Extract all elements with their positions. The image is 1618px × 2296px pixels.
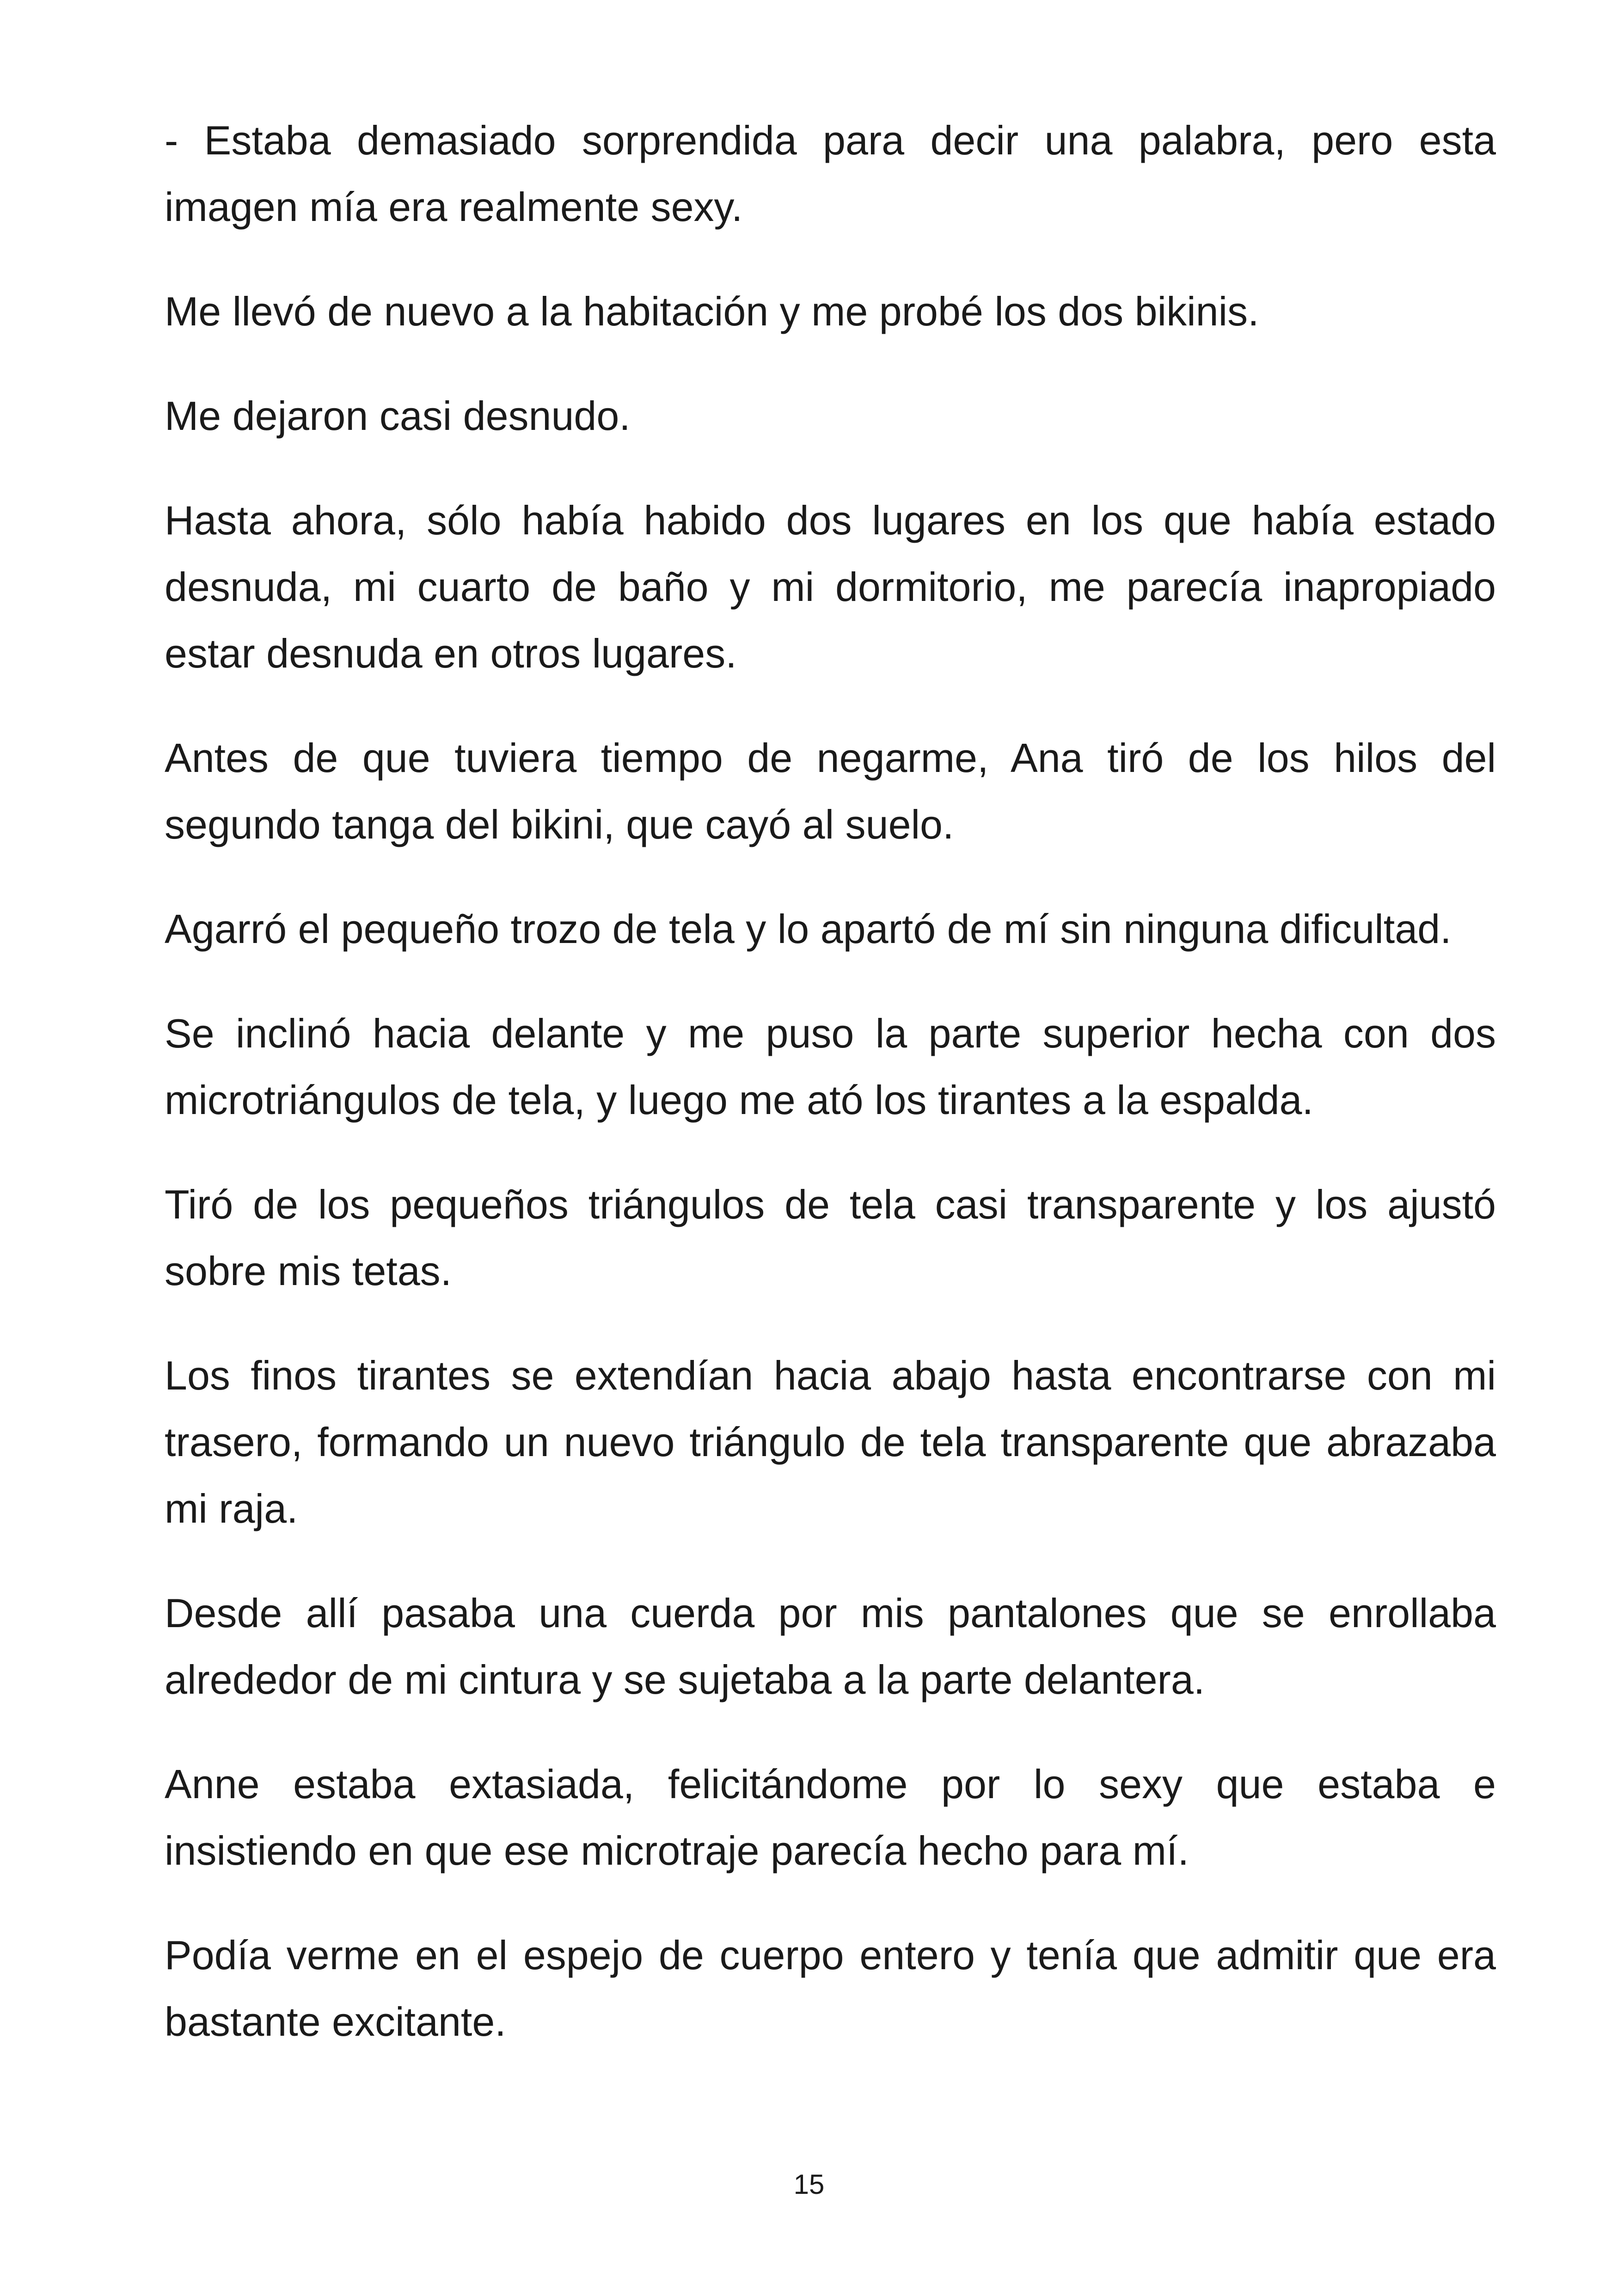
paragraph: Me llevó de nuevo a la habitación y me probé los dos bikinis. bbox=[165, 288, 1259, 334]
paragraph: Me dejaron casi desnudo. bbox=[165, 393, 631, 439]
paragraph: Agarró el pequeño trozo de tela y lo apartó de mí sin ninguna dificultad. bbox=[165, 906, 1452, 952]
paragraph: Anne estaba extasiada, felicitándome por lo sexy que estaba e insistiendo en que ese microtraje parecía hecho para mí. bbox=[165, 1761, 1496, 1874]
body-text bbox=[165, 107, 1496, 2093]
paragraph: Desde allí pasaba una cuerda por mis pantalones que se enrollaba alrededor de mi cintura y se sujetaba a la parte delantera. bbox=[165, 1590, 1496, 1702]
paragraph: Los finos tirantes se extendían hacia abajo hasta encontrarse con mi trasero, formando un nuevo triángulo de tela transparente que abrazaba mi raja. bbox=[165, 1353, 1496, 1531]
paragraph: - Estaba demasiado sorprendida para decir una palabra, pero esta imagen mía era realmente sexy. bbox=[165, 117, 1496, 230]
paragraph: Antes de que tuviera tiempo de negarme, Ana tiró de los hilos del segundo tanga del bikini, que cayó al suelo. bbox=[165, 735, 1496, 847]
paragraph: Se inclinó hacia delante y me puso la parte superior hecha con dos microtriángulos de tela, y luego me ató los tirantes a la espalda. bbox=[165, 1010, 1496, 1123]
paragraph: Hasta ahora, sólo había habido dos lugares en los que había estado desnuda, mi cuarto de baño y mi dormitorio, me parecía inapropiado estar desnuda en otros lugares. bbox=[165, 497, 1496, 676]
paragraph: Podía verme en el espejo de cuerpo entero y tenía que admitir que era bastante excitante. bbox=[165, 1932, 1496, 2045]
paragraph: Tiró de los pequeños triángulos de tela casi transparente y los ajustó sobre mis tetas. bbox=[165, 1182, 1496, 1294]
page-number: 15 bbox=[793, 2169, 825, 2200]
